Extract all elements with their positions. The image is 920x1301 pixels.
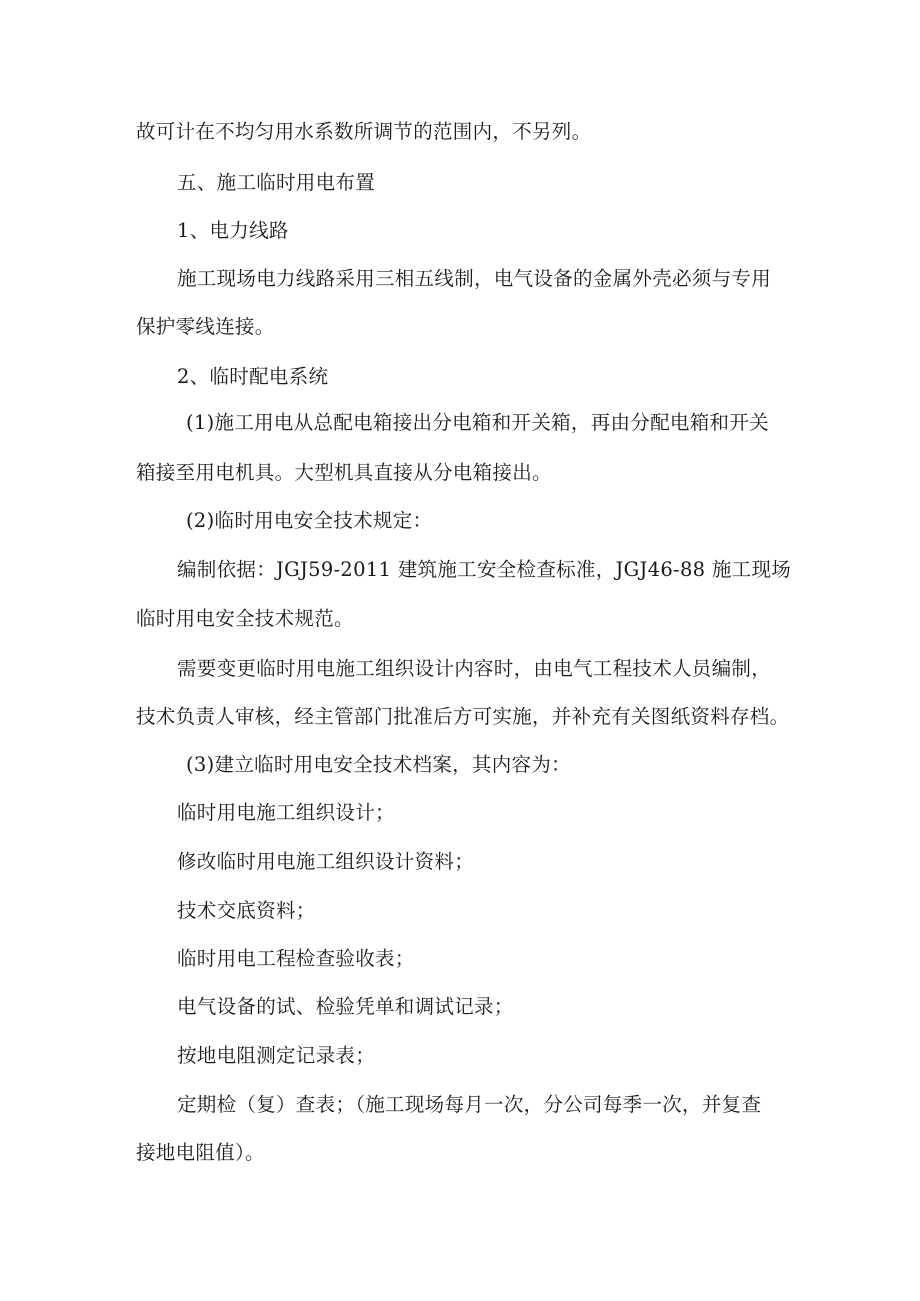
text-line: 技术负责人审核，经主管部门批准后方可实施，并补充有关图纸资料存档。 xyxy=(136,705,790,728)
list-item: 电气设备的试、检验凭单和调试记录； xyxy=(177,995,514,1018)
text-line: 箱接至用电机具。大型机具直接从分电箱接出。 xyxy=(136,461,552,484)
text-line: (1)施工用电从总配电箱接出分电箱和开关箱，再由分配电箱和开关 xyxy=(186,411,769,434)
text-line: 需要变更临时用电施工组织设计内容时，由电气工程技术人员编制， xyxy=(177,657,772,680)
text-line: 接地电阻值）。 xyxy=(136,1141,265,1164)
list-item: 修改临时用电施工组织设计资料； xyxy=(177,850,475,873)
text-line: 保护零线连接。 xyxy=(136,315,275,338)
subsection-heading: 2、临时配电系统 xyxy=(177,365,329,388)
list-item: 定期检（复）查表；（施工现场每月一次，分公司每季一次，并复查 xyxy=(177,1093,762,1116)
list-item: 临时用电施工组织设计； xyxy=(177,801,395,824)
text-line: (2)临时用电安全技术规定： xyxy=(186,509,433,532)
list-item: 临时用电工程检查验收表； xyxy=(177,947,415,970)
text-line: (3)建立临时用电安全技术档案，其内容为： xyxy=(186,753,571,776)
text-line: 施工现场电力线路采用三相五线制，电气设备的金属外壳必须与专用 xyxy=(177,267,772,290)
section-heading: 五、施工临时用电布置 xyxy=(177,171,376,194)
text-line: 编制依据：JGJ59-2011 建筑施工安全检查标准，JGJ46-88 施工现场 xyxy=(177,558,792,581)
subsection-heading: 1、电力线路 xyxy=(177,219,289,242)
text-line: 临时用电安全技术规范。 xyxy=(136,607,354,630)
list-item: 按地电阻测定记录表； xyxy=(177,1044,376,1067)
text-line: 故可计在不均匀用水系数所调节的范围内，不另列。 xyxy=(136,120,592,143)
list-item: 技术交底资料； xyxy=(177,899,316,922)
